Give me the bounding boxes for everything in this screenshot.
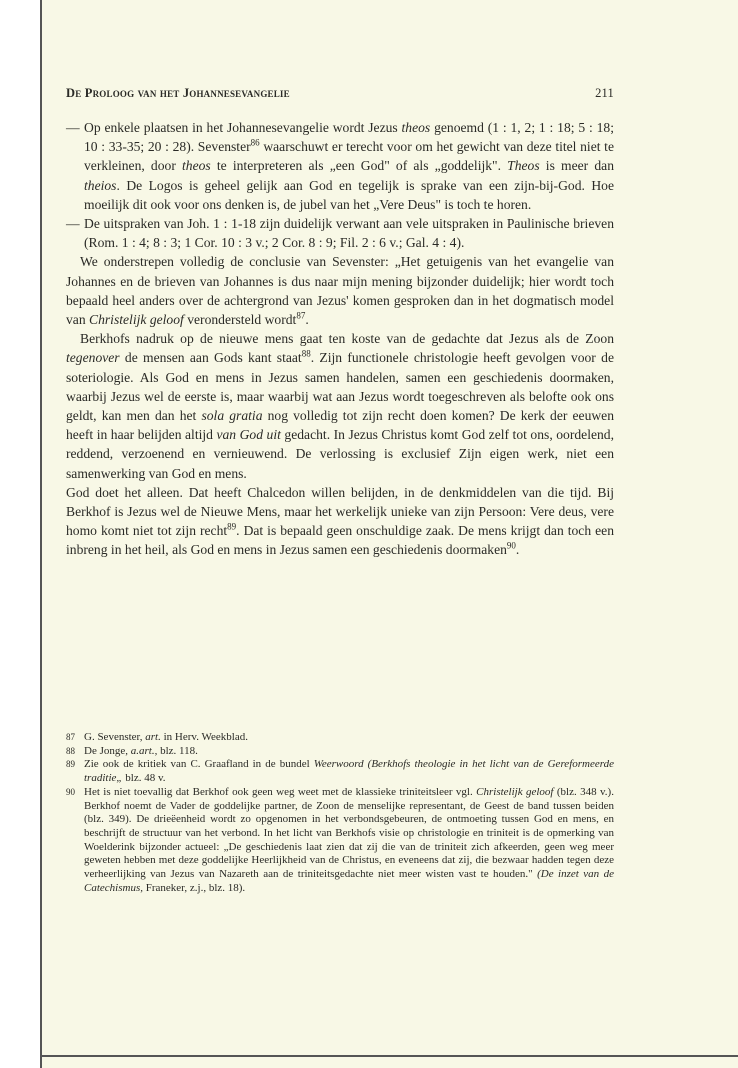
footnote-number: 90 (66, 786, 75, 797)
text-run: De Jonge, (84, 744, 131, 757)
italic-run: (De inzet van de Catechismus, (84, 868, 614, 894)
bullet-item (66, 214, 614, 252)
running-title: De Proloog van het Johannesevangelie (66, 86, 290, 100)
text-run: Franeker, z.j., blz. 18). (142, 881, 246, 894)
main-text (66, 118, 614, 560)
text-run: Zie ook de kritiek van C. Graafland in de bundel (84, 758, 314, 771)
italic-run: theos (401, 120, 431, 135)
text-run: Op enkele plaatsen in het Johannesevangelie wordt Jezus (84, 120, 402, 135)
footnote (66, 745, 614, 759)
text-run: is meer dan (539, 158, 614, 174)
text-run: (blz. 348 v.). Berkhof noemt de Vader de goddelijke partner, de Zoon de menselijke representant, de Geest de band tussen beiden (blz. 349). De drieëenheid wordt zo opgenomen in het verbondsgebeuren, de ontmoeting tussen God en mens, en beschrijft de structuur van het verbond. In het licht van Berkhofs visie op christologie en triniteit is de opmerking van Woelderink bijzonder actueel: „De geschiedenis laat zien dat zij die van de triniteit zich afkeerden, geen weg meer geweten hebben met deze goddelijke Heerlijkheid van de Christus, en eveneens dat zij, die bezwaar hadden tegen deze verheerlijking van Jezus van Nazareth aan de triniteitsgedachte niet meer wisten vast te houden." (84, 785, 614, 881)
italic-run: art. (145, 731, 161, 743)
text-run: . (515, 542, 520, 558)
text-run: genoemd (1 : 1, 2; 1 : 18; 5 : 18; 10 : 33-35; 20 : 28). Sevenster (84, 120, 614, 155)
text-run: . (305, 312, 309, 328)
paragraph (66, 252, 614, 329)
text-run: De uitspraken van Joh. 1 : 1-18 zijn duidelijk verwant aan vele uitspraken in Paulinische brieven (Rom. 1 : 4; 8 : 3; 1 Cor. 10 : 3 v.; 2 Cor. 8 : 9; Fil. 2 : 6 v.; Gal. 4 : 4). (84, 216, 614, 251)
footnote-ref: 88 (301, 348, 311, 359)
text-run: . De Logos is geheel gelijk aan God en tegelijk is sprake van een zijn-bij-God. Hoe moeilijk dit ook voor ons denken is, de jubel van het „Vere Deus" is toch te horen. (84, 177, 614, 212)
footnote-ref: 86 (250, 137, 260, 148)
paragraph (66, 329, 614, 483)
italic-run: Christelijk geloof (89, 312, 184, 328)
italic-run: tegenover (66, 350, 120, 366)
italic-run: van God uit (216, 427, 281, 443)
text-run: . Zijn functionele christologie heeft gevolgen voor de soteriologie. Als God en mens in Jezus samen handelen, samen een geschiedenis doormaken, waarbij Jezus wel de eerste is, maar waarbij wat aan Jezus wordt toegeschreven als belofte ook ons geldt, kan men dan het (66, 350, 614, 424)
footnote (66, 731, 614, 745)
text-run: G. Sevenster, (84, 731, 146, 743)
text-run: . Dat is bepaald geen onschuldige zaak. De mens krijgt dan toch een inbreng in het heil, als God en mens in Jezus samen een geschiedenis doormaken (66, 523, 615, 558)
text-run: We onderstrepen volledig de conclusie van Sevenster: „Het getuigenis van het evangelie van Johannes en de brieven van Johannes is dus naar mijn mening bijzonder duidelijk; hier wordt toch bepaald heel anders over de achtergrond van Jezus' komen gesproken dan in het dogmatisch model van (66, 254, 614, 328)
text-run: gedacht. In Jezus Christus komt God zelf tot ons, oordelend, reddend, verzoenend en vernieuwend. De verlossing is exclusief Zijn eigen werk, niet een samenwerking van God en mens. (66, 427, 614, 481)
footnote-ref: 89 (227, 521, 237, 532)
footnote (66, 758, 614, 785)
footnote-number: 87 (66, 732, 75, 742)
text-run: blz. 48 v. (122, 772, 166, 785)
footnote (66, 786, 614, 896)
footnotes (66, 731, 614, 895)
bullet-item (66, 118, 614, 214)
bottom-edge-line (40, 1055, 738, 1057)
text-run: te interpreteren als „een God" of als „goddelijk". (210, 158, 508, 174)
italic-run: sola gratia (201, 408, 263, 424)
footnote-number: 89 (66, 759, 75, 770)
paragraph (66, 483, 614, 560)
text-run: Het is niet toevallig dat Berkhof ook geen weg weet met de klassieke triniteitsleer vgl. (84, 785, 477, 798)
text-run: de mensen aan Gods kant staat (119, 350, 302, 366)
footnote-number: 88 (66, 745, 75, 756)
text-run: verondersteld wordt (183, 312, 297, 328)
text-run: God doet het alleen. Dat heeft Chalcedon willen belijden, in de denkmiddelen van die tijd. Bij Berkhof is Jezus wel de Nieuwe Mens, maar het werkelijk unieke van zijn Persoon: Vere deus, vere homo komt niet tot zijn recht (66, 484, 614, 539)
footnote-ref: 87 (296, 310, 306, 321)
page-number: 211 (595, 86, 614, 100)
text-run: blz. 118. (157, 744, 198, 757)
footnote-ref: 90 (506, 540, 516, 551)
text-run: nog volledig tot zijn recht doen komen? De kerk der eeuwen heeft in haar belijden altijd (66, 408, 615, 443)
dash-marker: — (66, 216, 80, 232)
text-run: in Herv. Weekblad. (160, 731, 248, 743)
italic-run: Weerwoord (Berkhofs theologie in het licht van de Gereformeerde traditie„ (84, 758, 614, 785)
italic-run: theos (182, 158, 211, 174)
running-header (66, 86, 614, 101)
text-run: waarschuwt er terecht voor om het gewicht van deze titel niet te verkleinen, door (84, 139, 614, 174)
book-page (40, 0, 738, 1068)
italic-run: Christelijk geloof (476, 785, 554, 798)
italic-run: theios (84, 177, 117, 193)
text-run: Berkhofs nadruk op de nieuwe mens gaat ten koste van de gedachte dat Jezus als de Zoon (80, 331, 614, 347)
italic-run: a.art., (130, 744, 158, 757)
italic-run: Theos (507, 158, 540, 174)
dash-marker: — (66, 120, 80, 135)
